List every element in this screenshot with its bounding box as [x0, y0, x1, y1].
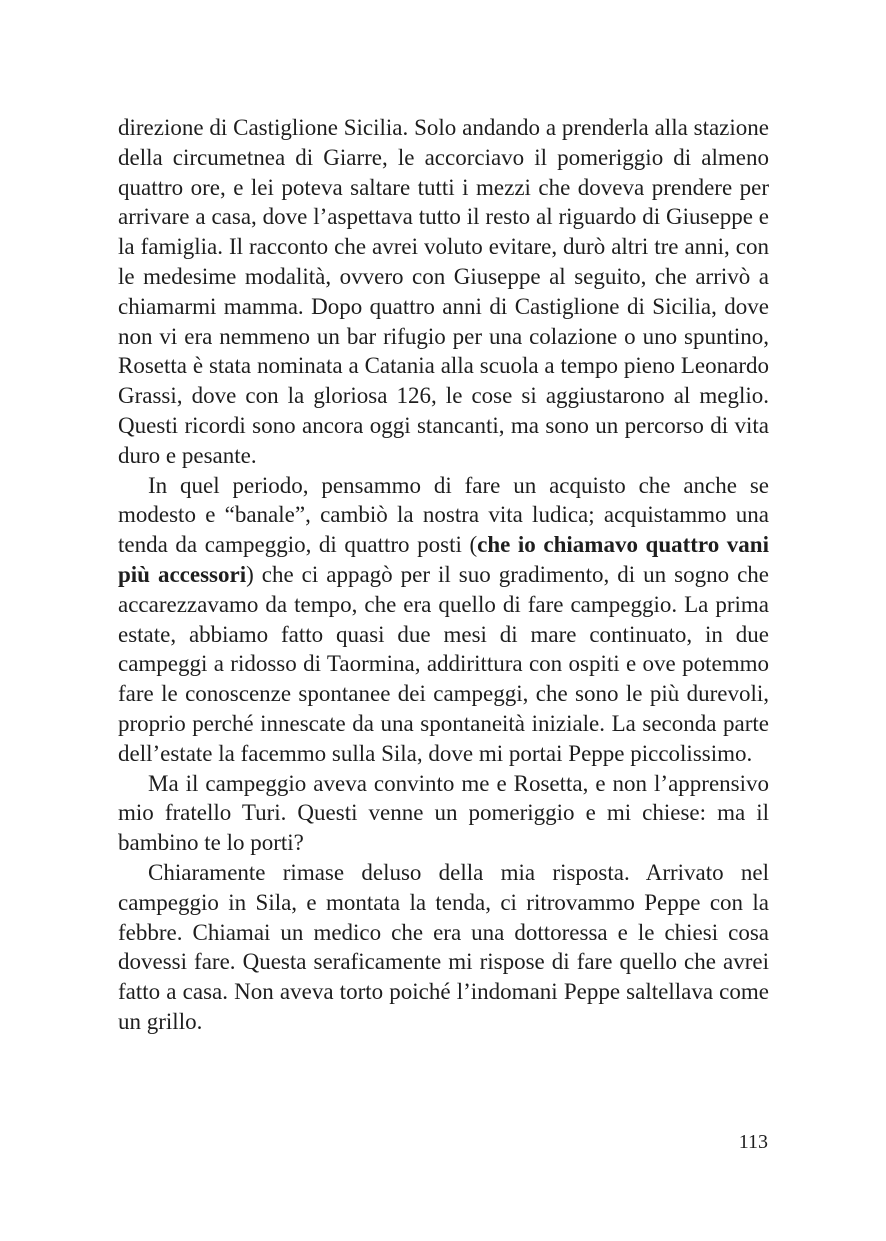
page-body [118, 113, 769, 1037]
paragraph-1: direzione di Castiglione Sicilia. Solo andando a prenderla alla stazione della circumetnea di Giarre, le accorciavo il pomeriggio di almeno quattro ore, e lei poteva saltare tutti i mezzi che doveva prendere per arrivare a casa, dove l’aspettava tutto il resto al riguardo di Giuseppe e la famiglia. Il racconto che avrei voluto evitare, durò altri tre anni, con le medesime modalità, ovvero con Giuseppe al seguito, che arrivò a chiamarmi mamma. Dopo quattro anni di Castiglione di Sicilia, dove non vi era nemmeno un bar rifugio per una colazione o uno spuntino, Rosetta è stata nominata a Catania alla scuola a tempo pieno Leonardo Grassi, dove con la gloriosa 126, le cose si aggiustarono al meglio. Questi ricordi sono ancora oggi stancanti, ma sono un percorso di vita duro e pesante. [118, 115, 769, 468]
paragraph-2-bold-text: che io chiamavo quattro vani più accessori [118, 532, 769, 587]
paragraph-2 [118, 471, 769, 769]
page-number: 113 [738, 1131, 768, 1153]
paragraph-4: Chiaramente rimase deluso della mia risposta. Arrivato nel campeggio in Sila, e montata la tenda, ci ritrovammo Peppe con la febbre. Chiamai un medico che era una dottoressa e le chiesi cosa dovessi fare. Questa seraficamente mi rispose di fare quello che avrei fatto a casa. Non aveva torto poiché l’indomani Peppe saltellava come un grillo. [118, 859, 769, 1034]
paragraph-2-text-before: In quel periodo, pensammo di fare un acquisto che anche se modesto e “banale”, cambiò la nostra vita ludica; acquistammo una tenda da campeggio, di quattro posti ( [118, 472, 769, 558]
paragraph-3: Ma il campeggio aveva convinto me e Rosetta, e non l’apprensivo mio fratello Turi. Questi venne un pomeriggio e mi chiese: ma il bambino te lo porti? [118, 770, 769, 856]
paragraph-2-text-after: ) che ci appagò per il suo gradimento, di un sogno che accarezzavamo da tempo, che era quello di fare campeggio. La prima estate, abbiamo fatto quasi due mesi di mare continuato, in due campeggi a ridosso di Taormina, addirittura con ospiti e ove potemmo fare le conoscenze spontanee dei campeggi, che sono le più durevoli, proprio perché innescate da una spontaneità iniziale. La seconda parte dell’estate la facemmo sulla Sila, dove mi portai Peppe piccolissimo. [118, 561, 769, 766]
